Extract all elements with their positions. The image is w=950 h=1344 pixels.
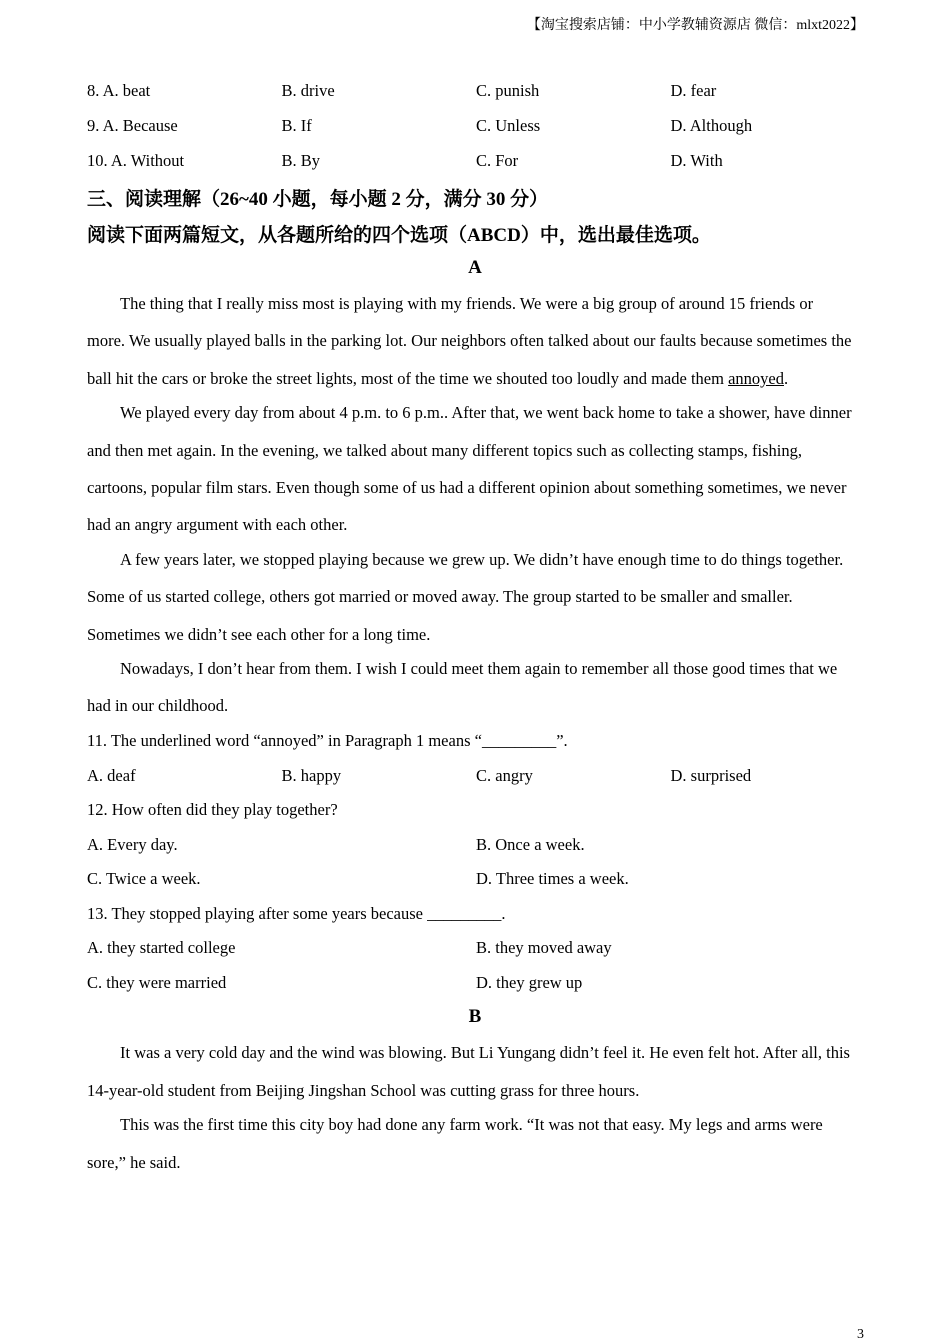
- option-b: B. Once a week.: [476, 835, 585, 854]
- punctuation: .: [783, 369, 789, 388]
- option-d: D. they grew up: [476, 973, 583, 992]
- option-row: [87, 81, 867, 101]
- option-row: [87, 151, 867, 171]
- question-11-stem: 11. The underlined word “annoyed” in Paragraph 1 means “_________”.: [87, 731, 568, 750]
- option-c: C. punish: [476, 81, 540, 100]
- passage-line: It was a very cold day and the wind was blowing. But Li Yungang didn’t feel it. He even felt hot. After all, this: [120, 1043, 850, 1062]
- section-instruction: 阅读下面两篇短文，从各题所给的四个选项（ABCD）中，选出最佳选项。: [87, 225, 711, 246]
- passage-line: sore,” he said.: [87, 1153, 181, 1172]
- option-b: B. By: [281, 151, 321, 170]
- option-c: C. Twice a week.: [87, 869, 201, 888]
- option-c: C. angry: [476, 766, 533, 785]
- passage-line: had in our childhood.: [87, 696, 229, 715]
- question-13-options: [87, 938, 867, 958]
- option-b: B. drive: [281, 81, 335, 100]
- option-a: 10. A. Without: [87, 151, 185, 170]
- option-c: C. they were married: [87, 973, 227, 992]
- passage-line: had an angry argument with each other.: [87, 515, 348, 534]
- option-b: B. happy: [281, 766, 342, 785]
- underlined-word: annoyed: [728, 369, 784, 388]
- option-a: 8. A. beat: [87, 81, 151, 100]
- passage-line: cartoons, popular film stars. Even though some of us had a different opinion about something sometimes, we never: [87, 478, 847, 497]
- option-a: A. they started college: [87, 938, 236, 957]
- passage-b-label: B: [468, 1006, 482, 1027]
- option-b: B. they moved away: [476, 938, 612, 957]
- option-a: A. Every day.: [87, 835, 178, 854]
- option-a: A. deaf: [87, 766, 136, 785]
- question-13-stem: 13. They stopped playing after some years because _________.: [87, 904, 506, 923]
- option-d: D. Three times a week.: [476, 869, 629, 888]
- option-d: D. Although: [670, 116, 753, 135]
- passage-line: [87, 369, 788, 389]
- section-title: 三、阅读理解（26~40 小题，每小题 2 分，满分 30 分）: [87, 189, 549, 210]
- page-header: 【淘宝搜索店铺：中小学教辅资源店 微信：mlxt2022】: [526, 18, 864, 33]
- passage-line: 14-year-old student from Beijing Jingshan School was cutting grass for three hours.: [87, 1081, 640, 1100]
- passage-line: Sometimes we didn’t see each other for a long time.: [87, 625, 431, 644]
- passage-text: ball hit the cars or broke the street lights, most of the time we shouted too loudly and made them: [87, 369, 729, 388]
- passage-line: and then met again. In the evening, we talked about many different topics such as collecting stamps, fishing,: [87, 441, 802, 460]
- option-d: D. fear: [670, 81, 717, 100]
- question-12-options: [87, 869, 867, 889]
- passage-a-label: A: [468, 257, 482, 278]
- option-b: B. If: [281, 116, 312, 135]
- passage-line: A few years later, we stopped playing because we grew up. We didn’t have enough time to do things together.: [120, 550, 844, 569]
- question-11-options: [87, 766, 867, 786]
- passage-line: The thing that I really miss most is playing with my friends. We were a big group of around 15 friends or: [120, 294, 814, 313]
- option-a: 9. A. Because: [87, 116, 178, 135]
- option-c: C. For: [476, 151, 519, 170]
- question-12-stem: 12. How often did they play together?: [87, 800, 338, 819]
- passage-line: more. We usually played balls in the parking lot. Our neighbors often talked about our faults because sometimes the: [87, 331, 852, 350]
- passage-line: Nowadays, I don’t hear from them. I wish I could meet them again to remember all those good times that we: [120, 659, 838, 678]
- option-d: D. surprised: [670, 766, 752, 785]
- passage-line: This was the first time this city boy had done any farm work. “It was not that easy. My legs and arms were: [120, 1115, 823, 1134]
- question-12-options: [87, 835, 867, 855]
- passage-line: We played every day from about 4 p.m. to 6 p.m.. After that, we went back home to take a shower, have dinner: [120, 403, 852, 422]
- page-number: 3: [857, 1327, 864, 1342]
- option-c: C. Unless: [476, 116, 541, 135]
- question-13-options: [87, 973, 867, 993]
- option-d: D. With: [670, 151, 723, 170]
- passage-line: Some of us started college, others got married or moved away. The group started to be smaller and smaller.: [87, 587, 793, 606]
- option-row: [87, 116, 867, 136]
